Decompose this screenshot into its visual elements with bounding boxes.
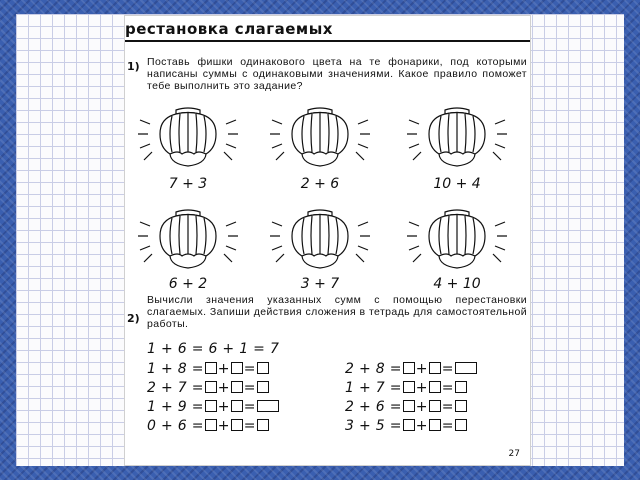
- answer-box: [403, 362, 415, 374]
- answer-box: [257, 381, 269, 393]
- equation-row: [345, 418, 468, 434]
- answer-box: [231, 381, 243, 393]
- lantern-sum-label: 3 + 7: [300, 276, 340, 292]
- task1-text: Поставь фишки одинакового цвета на те фонарики, под которыми написаны суммы с одинаковыми значениями. Какое правило поможет тебе выполнить это задание?: [147, 56, 527, 92]
- plus-sign: +: [415, 361, 428, 377]
- answer-box: [403, 381, 415, 393]
- answer-box: [455, 419, 467, 431]
- answer-box: [429, 362, 441, 374]
- equals-sign: =: [441, 418, 454, 434]
- answer-box: [403, 419, 415, 431]
- answer-box: [231, 419, 243, 431]
- plus-sign: +: [217, 418, 230, 434]
- equation-expression: 1 + 9 =: [147, 399, 204, 415]
- answer-box: [257, 419, 269, 431]
- title-divider: [125, 40, 530, 42]
- equation-expression: 2 + 8 =: [345, 361, 402, 377]
- answer-box: [429, 381, 441, 393]
- lantern-sum-label: 7 + 3: [168, 176, 208, 192]
- answer-box: [231, 400, 243, 412]
- equation-expression: 0 + 6 =: [147, 418, 204, 434]
- task1-number: 1): [127, 60, 140, 73]
- page-number: 27: [508, 449, 520, 459]
- equation-row: [345, 399, 468, 415]
- equation-row: [147, 418, 270, 434]
- answer-box: [455, 400, 467, 412]
- textbook-page: [125, 16, 530, 465]
- plus-sign: +: [415, 399, 428, 415]
- equals-sign: =: [243, 361, 256, 377]
- equation-row: [345, 380, 468, 396]
- equation-row: [147, 399, 280, 415]
- answer-box: [231, 362, 243, 374]
- lantern-icon: [407, 206, 507, 274]
- answer-box: [205, 419, 217, 431]
- plus-sign: +: [415, 418, 428, 434]
- answer-box: [257, 362, 269, 374]
- answer-box: [257, 400, 279, 412]
- lantern-sum-label: 6 + 2: [168, 276, 208, 292]
- answer-box: [429, 419, 441, 431]
- answer-box: [455, 362, 477, 374]
- plus-sign: +: [415, 380, 428, 396]
- lantern-sum-label: 2 + 6: [300, 176, 340, 192]
- equals-sign: =: [441, 399, 454, 415]
- task2-text: Вычисли значения указанных сумм с помощью перестановки слагаемых. Запиши действия сложения в тетрадь для самостоятельной работы.: [147, 294, 527, 330]
- plus-sign: +: [217, 361, 230, 377]
- equals-sign: =: [243, 418, 256, 434]
- answer-box: [205, 362, 217, 374]
- lantern-icon: [407, 104, 507, 172]
- example-equation: 1 + 6 = 6 + 1 = 7: [147, 341, 280, 357]
- equation-expression: 3 + 5 =: [345, 418, 402, 434]
- answer-box: [429, 400, 441, 412]
- answer-box: [205, 381, 217, 393]
- answer-box: [205, 400, 217, 412]
- equation-expression: 2 + 7 =: [147, 380, 204, 396]
- lantern-icon: [270, 206, 370, 274]
- equation-row: [147, 380, 270, 396]
- answer-box: [455, 381, 467, 393]
- plus-sign: +: [217, 399, 230, 415]
- answer-box: [403, 400, 415, 412]
- lantern-icon: [138, 206, 238, 274]
- lantern-icon: [138, 104, 238, 172]
- equation-row: [345, 361, 478, 377]
- equation-expression: 2 + 6 =: [345, 399, 402, 415]
- equals-sign: =: [441, 380, 454, 396]
- equals-sign: =: [441, 361, 454, 377]
- lantern-icon: [270, 104, 370, 172]
- lantern-sum-label: 10 + 4: [433, 176, 481, 192]
- page-title: рестановка слагаемых: [125, 20, 333, 38]
- lantern-sum-label: 4 + 10: [433, 276, 481, 292]
- equation-row: [147, 361, 270, 377]
- equals-sign: =: [243, 399, 256, 415]
- equation-expression: 1 + 7 =: [345, 380, 402, 396]
- plus-sign: +: [217, 380, 230, 396]
- equals-sign: =: [243, 380, 256, 396]
- task2-number: 2): [127, 312, 140, 325]
- equation-expression: 1 + 8 =: [147, 361, 204, 377]
